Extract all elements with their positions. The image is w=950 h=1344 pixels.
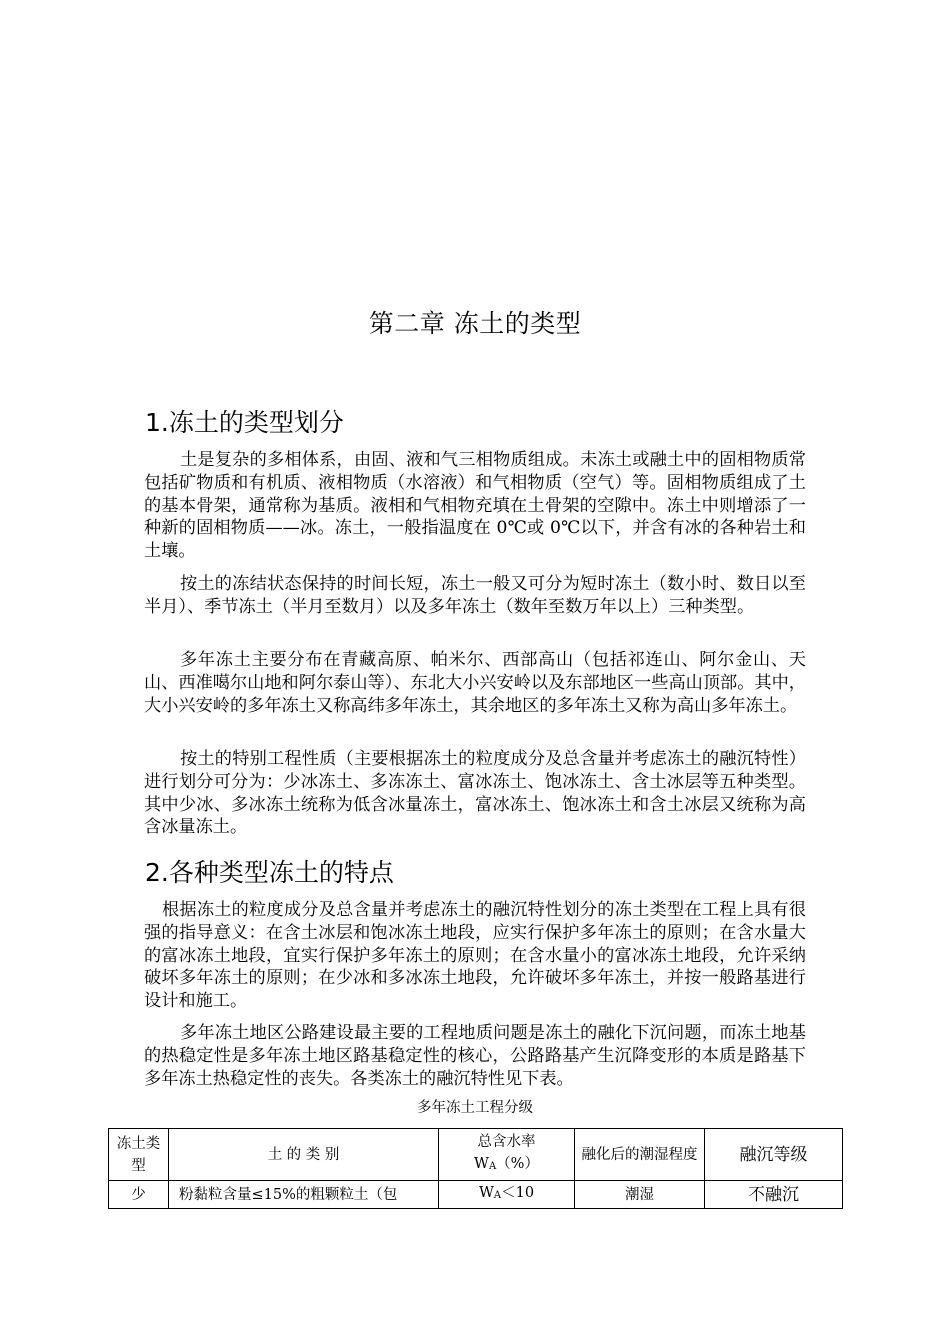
cell-moisture: 潮湿 — [575, 1181, 705, 1209]
cell-water: WA＜10 — [439, 1181, 575, 1209]
cell-soil: 粉黏粒含量≤15%的粗颗粒土（包 — [169, 1181, 439, 1209]
section-heading-2: 2.各种类型冻土的特点 — [145, 858, 394, 887]
table-header-row — [109, 1129, 843, 1181]
paragraph-4: 按土的特别工程性质（主要根据冻土的粒度成分及总含量并考虑冻土的融沉特性）进行划分可分为：少冰冻土、多冻冻土、富冰冻土、饱冰冻土、含土冰层等五种类型。其中少冰、多冰冻土统称为低含冰量冻土，富冰冻土、饱冰冻土和含土冰层又统称为高含冰量冻土。 — [144, 749, 806, 838]
frozen-soil-grading-table — [108, 1128, 843, 1209]
chapter-title: 第二章 冻土的类型 — [368, 309, 582, 338]
table-row — [109, 1181, 843, 1209]
header-moisture: 融化后的潮湿程度 — [575, 1129, 705, 1181]
paragraph-2: 按土的冻结状态保持的时间长短，冻土一般又可分为短时冻土（数小时、数日以至半月）、季节冻土（半月至数月）以及多年冻土（数年至数万年以上）三种类型。 — [144, 574, 806, 617]
section-heading-1: 1.冻土的类型划分 — [145, 408, 344, 437]
header-grade: 融沉等级 — [705, 1129, 843, 1181]
paragraph-3: 多年冻土主要分布在青藏高原、帕米尔、西部高山（包括祁连山、阿尔金山、天山、西准噶尔山地和阿尔泰山等）、东北大小兴安岭以及东部地区一些高山顶部。其中，大小兴安岭的多年冻土又称高纬多年冻土，其余地区的多年冻土又称为高山多年冻土。 — [144, 650, 806, 716]
header-water-content — [439, 1129, 575, 1181]
header-water-symbol: WA（%） — [474, 1156, 539, 1172]
paragraph-6: 多年冻土地区公路建设最主要的工程地质问题是冻土的融化下沉问题，而冻土地基的热稳定性是多年冻土地区路基稳定性的核心，公路路基产生沉降变形的本质是路基下多年冻土热稳定性的丧失。各类冻土的融沉特性见下表。 — [144, 1023, 806, 1089]
header-type: 冻土类型 — [109, 1129, 169, 1181]
cell-grade: 不融沉 — [705, 1181, 843, 1209]
header-soil: 土 的 类 别 — [169, 1129, 439, 1181]
paragraph-1: 土是复杂的多相体系，由固、液和气三相物质组成。未冻土或融土中的固相物质常包括矿物质和有机质、液相物质（水溶液）和气相物质（空气）等。固相物质组成了土的基本骨架，通常称为基质。液相和气相物充填在土骨架的空隙中。冻土中则增添了一种新的固相物质——冰。冻土，一般指温度在 0℃或 0℃以下，并含有冰的各种岩土和土壤。 — [144, 450, 806, 562]
cell-type: 少 — [109, 1181, 169, 1209]
table-caption: 多年冻土工程分级 — [417, 1100, 533, 1116]
paragraph-5: 根据冻土的粒度成分及总含量并考虑冻土的融沉特性划分的冻土类型在工程上具有很强的指导意义：在含土冰层和饱冰冻土地段，应实行保护多年冻土的原则；在含水量大的富冰冻土地段，宜实行保护多年冻土的原则；在含水量小的富冰冻土地段，允许采纳破坏多年冻土的原则；在少冰和多冰冻土地段，允许破坏多年冻土，并按一般路基进行设计和施工。 — [144, 900, 806, 1012]
header-water-label: 总含水率 — [477, 1134, 536, 1150]
